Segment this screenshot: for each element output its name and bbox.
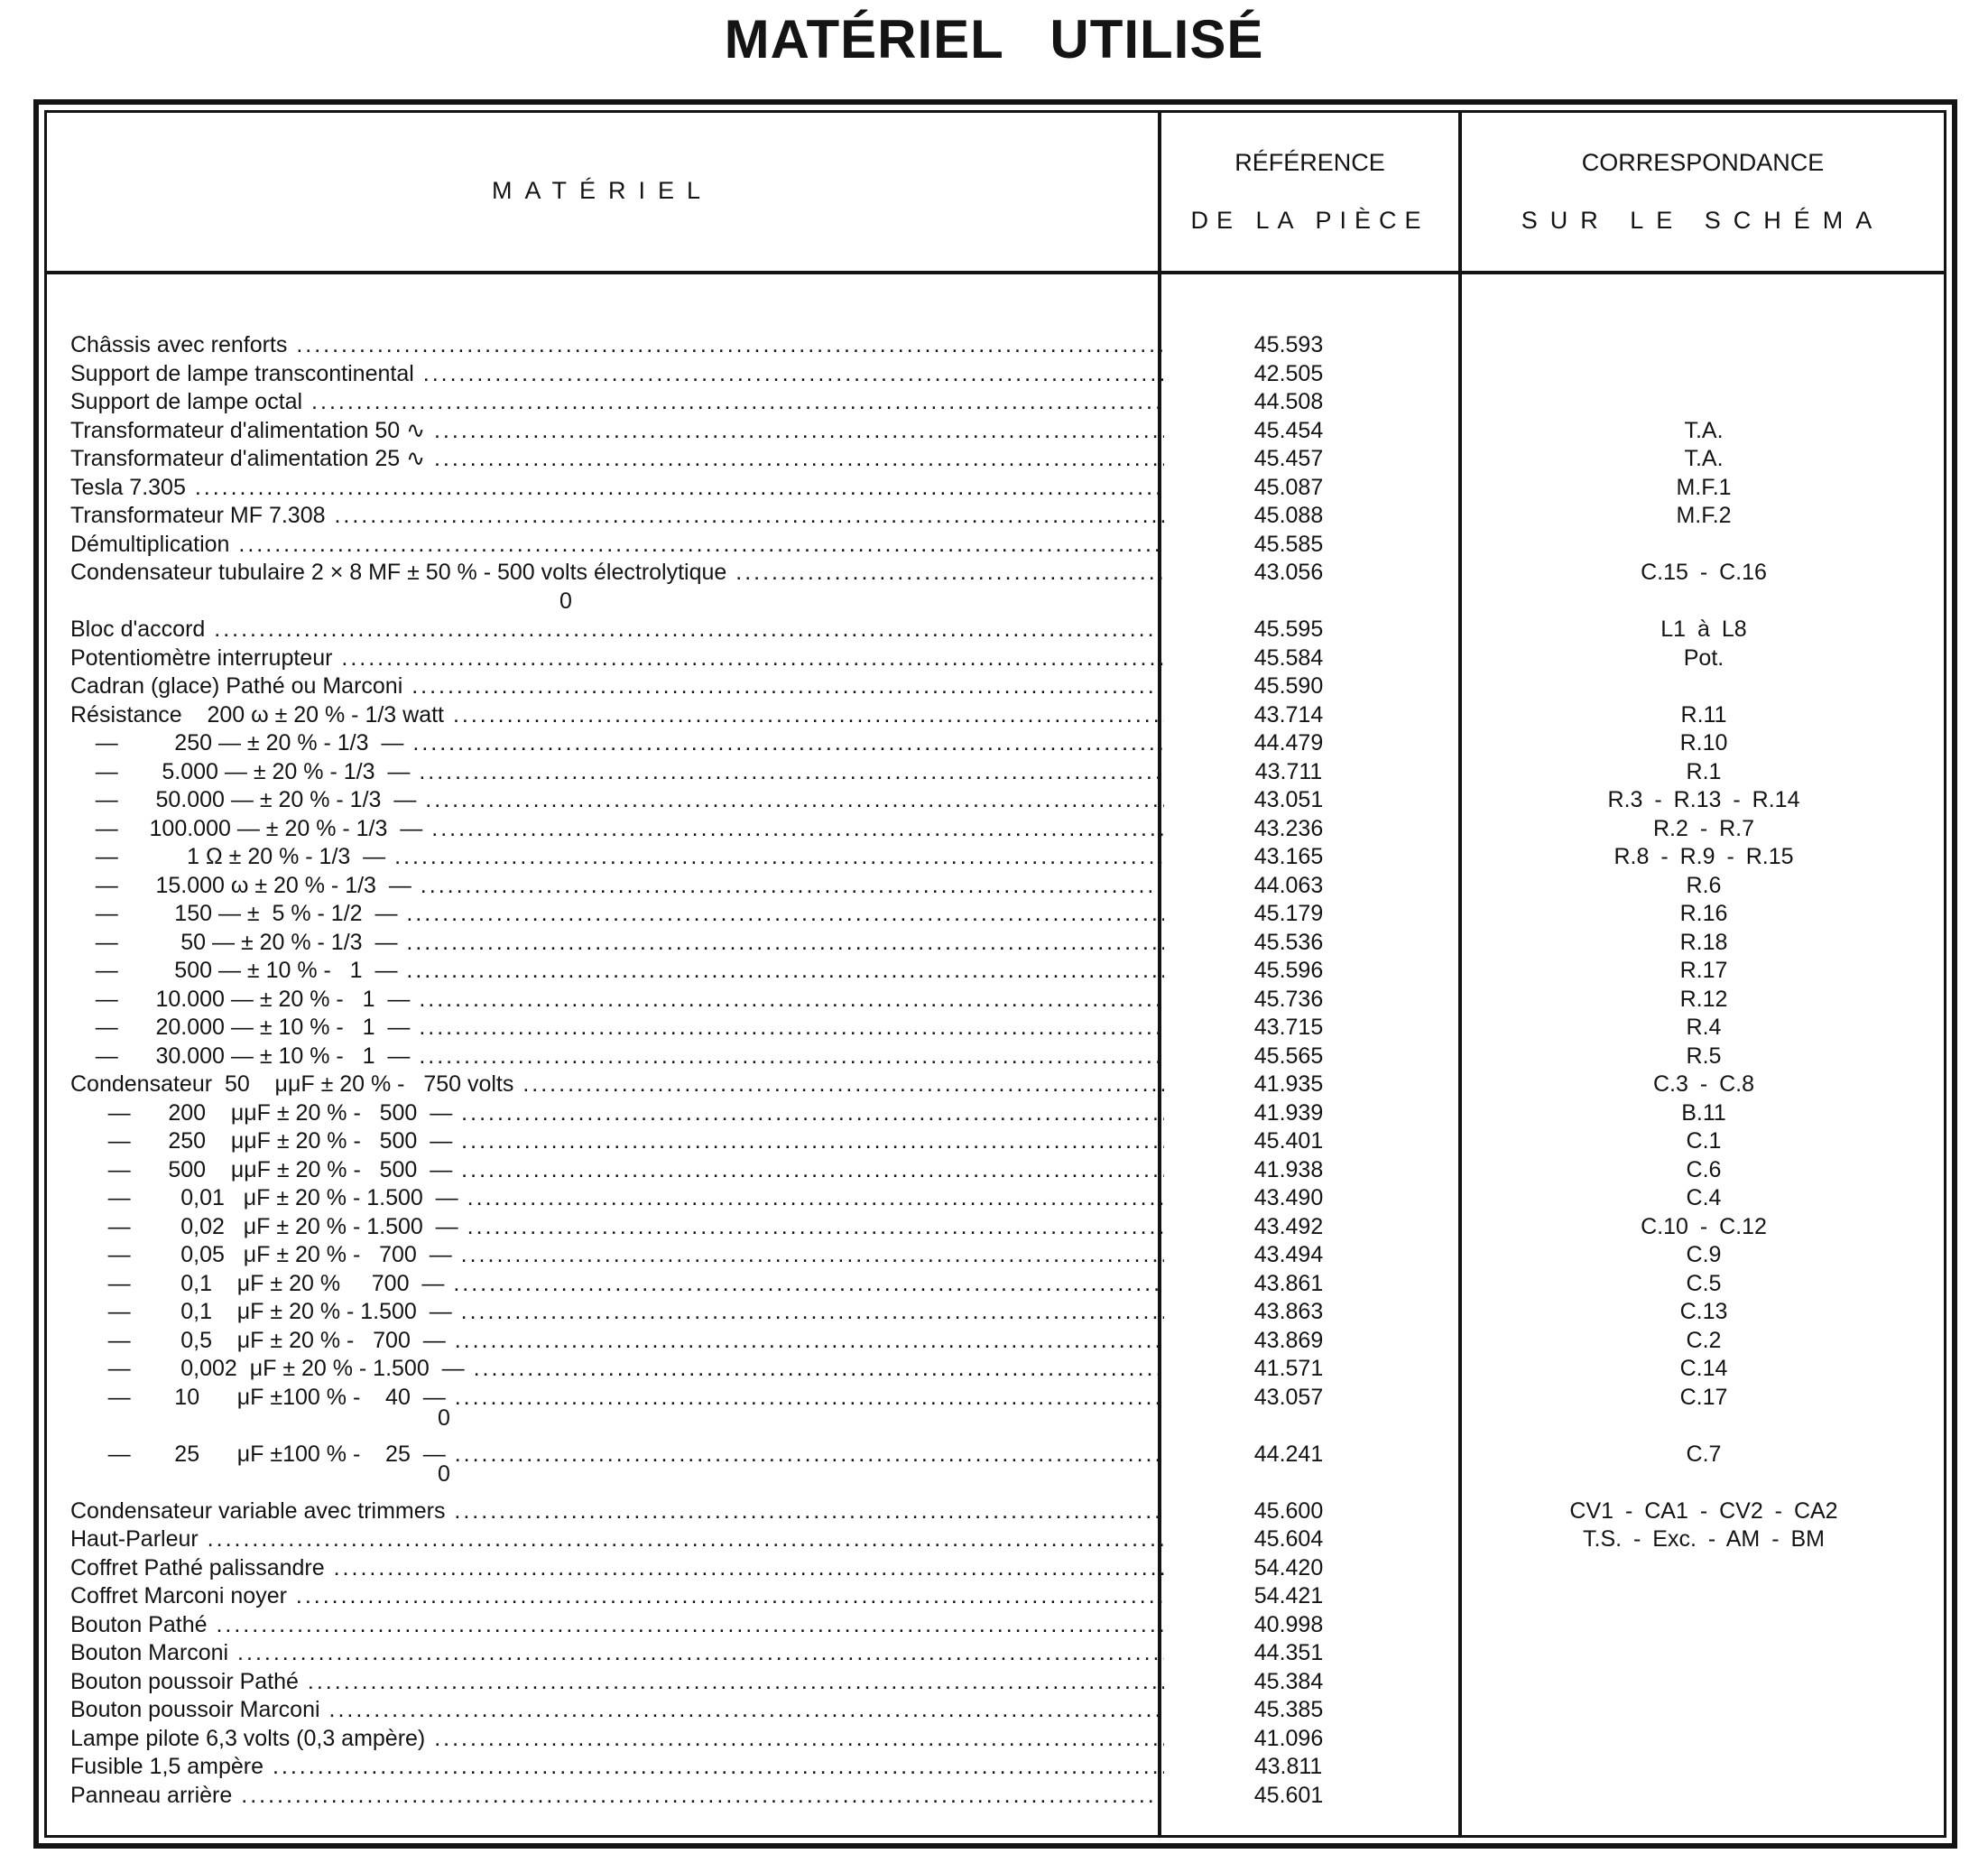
materiel-cell: — 0,02 μF ± 20 % - 1.500 — ..... <box>70 1212 1164 1241</box>
reference-cell: 41.939 <box>1253 1099 1324 1126</box>
table-row <box>70 444 1911 473</box>
reference-cell: 43.490 <box>1253 1185 1324 1210</box>
materiel-cell: Condensateur 50 μμF ± 20 % - 750 volts ..... <box>70 1070 1164 1098</box>
correspondance-cell: C.9 <box>1686 1242 1722 1267</box>
table-row <box>70 757 1911 786</box>
table-row <box>70 956 1911 985</box>
correspondance-cell: R.16 <box>1679 901 1728 926</box>
table-row <box>70 728 1911 757</box>
table-row <box>70 1326 1911 1355</box>
reference-cell: 44.508 <box>1253 389 1324 414</box>
reference-cell: 45.179 <box>1253 901 1324 926</box>
materiel-cell: Lampe pilote 6,3 volts (0,3 ampère) ..... <box>70 1724 1164 1753</box>
materiel-cell: Résistance 200 ω ± 20 % - 1/3 watt ..... <box>70 700 1164 729</box>
materiel-cell: Bouton Pathé ..... <box>70 1610 1164 1639</box>
reference-cell: 54.421 <box>1253 1583 1324 1608</box>
table-row <box>70 700 1911 729</box>
header-rule-materiel <box>47 271 1158 274</box>
reference-cell: 45.385 <box>1253 1697 1324 1722</box>
table-row <box>70 1354 1911 1383</box>
correspondance-cell: C.1 <box>1686 1128 1722 1154</box>
materiel-cell: Fusible 1,5 ampère ..... <box>70 1752 1164 1781</box>
materiel-cell: — 25 μF ±100 % - 25 — ..... <box>70 1440 1164 1469</box>
materiel-cell: — 0,1 μF ± 20 % - 1.500 — ..... <box>70 1297 1164 1326</box>
correspondance-cell: R.10 <box>1679 730 1728 756</box>
table-row <box>70 501 1911 530</box>
table-row <box>70 985 1911 1014</box>
table-row <box>70 1098 1911 1127</box>
table-row <box>70 871 1911 900</box>
table-row <box>70 1155 1911 1184</box>
table-row <box>70 1638 1911 1667</box>
materiel-cell: Condensateur tubulaire 2 × 8 MF ± 50 % - 500 volts électrolytique ..... <box>70 558 1164 587</box>
reference-cell: 45.601 <box>1253 1782 1324 1808</box>
materiel-cell: — 200 μμF ± 20 % - 500 — ..... <box>70 1098 1164 1127</box>
reference-cell: 45.584 <box>1253 644 1324 671</box>
materiel-cell: — 500 — ± 10 % - 1 — ..... <box>70 956 1164 985</box>
reference-cell: 45.457 <box>1253 446 1324 471</box>
reference-cell: 43.714 <box>1253 701 1324 728</box>
materiel-cell: — 10 μF ±100 % - 40 — ..... <box>70 1383 1164 1412</box>
reference-cell: 41.571 <box>1253 1356 1324 1381</box>
reference-cell: 43.869 <box>1253 1327 1324 1353</box>
correspondance-cell: Pot. <box>1683 644 1724 671</box>
header-correspondance-line2: SUR LE SCHÉMA <box>1521 207 1885 234</box>
table-row <box>70 1070 1911 1098</box>
reference-cell: 40.998 <box>1253 1611 1324 1637</box>
reference-cell: 45.087 <box>1253 474 1324 500</box>
reference-cell: 45.593 <box>1253 332 1324 357</box>
materiel-cell: — 250 — ± 20 % - 1/3 — ..... <box>70 728 1164 757</box>
materiel-cell: — 100.000 — ± 20 % - 1/3 — ..... <box>70 814 1164 843</box>
reference-cell: 44.479 <box>1253 730 1324 756</box>
correspondance-cell: R.18 <box>1679 929 1728 955</box>
materiel-cell: Support de lampe octal ..... <box>70 387 1164 416</box>
table-row <box>70 558 1911 587</box>
materiel-cell: Transformateur d'alimentation 25 ∿ ..... <box>70 444 1164 473</box>
reference-cell: 45.596 <box>1253 958 1324 983</box>
correspondance-cell: C.7 <box>1686 1441 1722 1467</box>
reference-cell: 45.595 <box>1253 616 1324 642</box>
materiel-cell: — 250 μμF ± 20 % - 500 — ..... <box>70 1126 1164 1155</box>
reference-cell: 45.736 <box>1253 986 1324 1012</box>
correspondance-cell: C.13 <box>1679 1299 1728 1324</box>
reference-cell: 43.165 <box>1253 844 1324 869</box>
correspondance-cell: R.12 <box>1679 986 1728 1012</box>
table-row <box>70 672 1911 700</box>
correspondance-cell: R.2 - R.7 <box>1652 815 1755 841</box>
correspondance-cell: R.4 <box>1686 1015 1722 1040</box>
materiel-cell: — 500 μμF ± 20 % - 500 — ..... <box>70 1155 1164 1184</box>
correspondance-cell: R.17 <box>1679 958 1728 983</box>
subscript-c7: 0 <box>438 1461 450 1487</box>
reference-cell: 44.063 <box>1253 872 1324 898</box>
materiel-cell: — 0,5 μF ± 20 % - 700 — ..... <box>70 1326 1164 1355</box>
materiel-cell: Potentiomètre interrupteur ..... <box>70 644 1164 672</box>
correspondance-cell: C.17 <box>1679 1384 1728 1410</box>
materiel-cell: — 0,002 μF ± 20 % - 1.500 — ..... <box>70 1354 1164 1383</box>
reference-cell: 43.236 <box>1253 815 1324 841</box>
table-row <box>70 785 1911 814</box>
table-row <box>70 530 1911 559</box>
table-row <box>70 359 1911 388</box>
materiel-cell: — 0,1 μF ± 20 % 700 — ..... <box>70 1269 1164 1298</box>
correspondance-cell: B.11 <box>1681 1099 1726 1126</box>
table-row <box>70 416 1911 445</box>
subscript-electrolytic: 0 <box>559 589 572 614</box>
materiel-cell: Panneau arrière ..... <box>70 1781 1164 1810</box>
materiel-cell: Bloc d'accord ..... <box>70 615 1164 644</box>
header-correspondance-line1: CORRESPONDANCE <box>1581 149 1825 176</box>
materiel-cell: — 50.000 — ± 20 % - 1/3 — ..... <box>70 785 1164 814</box>
correspondance-cell: C.3 - C.8 <box>1652 1071 1755 1097</box>
reference-cell: 41.935 <box>1253 1071 1324 1097</box>
reference-cell: 43.492 <box>1253 1213 1324 1239</box>
table-row <box>70 1581 1911 1610</box>
table-row <box>70 1695 1911 1724</box>
table-row <box>70 1781 1911 1810</box>
reference-cell: 44.241 <box>1253 1441 1324 1467</box>
header-rule-correspondance <box>1462 271 1944 274</box>
header-reference-line1: RÉFÉRENCE <box>1234 149 1385 176</box>
table-row <box>70 1212 1911 1241</box>
correspondance-cell: T.A. <box>1684 417 1724 443</box>
reference-cell: 43.056 <box>1253 560 1324 585</box>
reference-cell: 42.505 <box>1253 360 1324 386</box>
correspondance-cell: C.6 <box>1686 1156 1722 1182</box>
materiel-cell: Support de lampe transcontinental ..... <box>70 359 1164 388</box>
materiel-cell: Coffret Pathé palissandre ..... <box>70 1553 1164 1582</box>
reference-cell: 45.454 <box>1253 417 1324 443</box>
reference-cell: 43.494 <box>1253 1242 1324 1267</box>
table-row <box>70 387 1911 416</box>
correspondance-cell: R.5 <box>1686 1043 1722 1069</box>
correspondance-cell: C.2 <box>1686 1327 1722 1353</box>
materiel-cell: Haut-Parleur ..... <box>70 1525 1164 1553</box>
reference-cell: 45.604 <box>1253 1526 1324 1552</box>
reference-cell: 45.088 <box>1253 503 1324 528</box>
table-row <box>70 1240 1911 1269</box>
reference-cell: 45.384 <box>1253 1668 1324 1694</box>
table-row <box>70 842 1911 871</box>
table-row <box>70 1610 1911 1639</box>
correspondance-cell: T.S. - Exc. - AM - BM <box>1583 1526 1825 1552</box>
correspondance-cell: R.3 - R.13 - R.14 <box>1607 787 1800 812</box>
reference-cell: 45.585 <box>1253 531 1324 557</box>
reference-cell: 41.938 <box>1253 1156 1324 1182</box>
table-row <box>70 644 1911 672</box>
table-row <box>70 330 1911 359</box>
correspondance-cell: C.15 - C.16 <box>1641 560 1767 585</box>
table-row <box>70 1724 1911 1753</box>
correspondance-cell: C.14 <box>1679 1356 1728 1381</box>
reference-cell: 54.420 <box>1253 1554 1324 1581</box>
correspondance-cell: C.10 - C.12 <box>1641 1213 1767 1239</box>
materiel-cell: Bouton poussoir Pathé ..... <box>70 1667 1164 1696</box>
table-row <box>70 1752 1911 1781</box>
reference-cell: 45.401 <box>1253 1128 1324 1154</box>
table-row <box>70 1667 1911 1696</box>
materiel-cell: Cadran (glace) Pathé ou Marconi ..... <box>70 672 1164 700</box>
reference-cell: 43.863 <box>1253 1299 1324 1324</box>
correspondance-cell: CV1 - CA1 - CV2 - CA2 <box>1569 1497 1838 1524</box>
table-row <box>70 615 1911 644</box>
materiel-cell: — 5.000 — ± 20 % - 1/3 — ..... <box>70 757 1164 786</box>
materiel-cell: Bouton Marconi ..... <box>70 1638 1164 1667</box>
header-reference-line2: DE LA PIÈCE <box>1190 207 1429 234</box>
page-title: MATÉRIEL UTILISÉ <box>724 9 1264 70</box>
reference-cell: 43.715 <box>1253 1015 1324 1040</box>
correspondance-cell: L1 à L8 <box>1660 616 1747 642</box>
table-row <box>70 1383 1911 1412</box>
correspondance-cell: R.11 <box>1680 701 1727 728</box>
materiel-cell: Châssis avec renforts ..... <box>70 330 1164 359</box>
materiel-cell: Transformateur MF 7.308 ..... <box>70 501 1164 530</box>
correspondance-cell: M.F.1 <box>1676 474 1732 500</box>
materiel-cell: — 30.000 — ± 10 % - 1 — ..... <box>70 1042 1164 1071</box>
table-row <box>70 814 1911 843</box>
materiel-cell: Condensateur variable avec trimmers ..... <box>70 1497 1164 1525</box>
materiel-cell: — 150 — ± 5 % - 1/2 — ..... <box>70 899 1164 928</box>
table-row <box>70 928 1911 957</box>
materiel-cell: — 0,05 μF ± 20 % - 700 — ..... <box>70 1240 1164 1269</box>
reference-cell: 43.811 <box>1254 1754 1323 1779</box>
reference-cell: 45.590 <box>1253 673 1324 699</box>
correspondance-cell: R.8 - R.9 - R.15 <box>1614 844 1794 869</box>
materiel-cell: — 10.000 — ± 20 % - 1 — ..... <box>70 985 1164 1014</box>
materiel-cell: Transformateur d'alimentation 50 ∿ ..... <box>70 416 1164 445</box>
reference-cell: 45.565 <box>1253 1043 1324 1069</box>
reference-cell: 41.096 <box>1253 1725 1324 1751</box>
reference-cell: 45.536 <box>1253 929 1324 955</box>
table-row <box>70 1126 1911 1155</box>
correspondance-cell: C.5 <box>1686 1270 1722 1296</box>
reference-cell: 43.057 <box>1253 1384 1324 1410</box>
correspondance-cell: C.4 <box>1686 1185 1722 1210</box>
materiel-cell: Démultiplication ..... <box>70 530 1164 559</box>
materiel-cell: — 20.000 — ± 10 % - 1 — ..... <box>70 1013 1164 1042</box>
correspondance-cell: R.1 <box>1686 758 1722 784</box>
table-row <box>70 1297 1911 1326</box>
table-row <box>70 1553 1911 1582</box>
table-row <box>70 1440 1911 1469</box>
table-row <box>70 1013 1911 1042</box>
header-materiel: MATÉRIEL <box>491 177 714 204</box>
reference-cell: 44.351 <box>1253 1640 1324 1665</box>
table-row <box>70 1183 1911 1212</box>
reference-cell: 43.711 <box>1254 758 1323 784</box>
materiel-cell: Coffret Marconi noyer ..... <box>70 1581 1164 1610</box>
reference-cell: 43.861 <box>1253 1270 1324 1296</box>
table-row <box>70 1525 1911 1553</box>
table-row <box>70 1042 1911 1071</box>
materiel-cell: — 0,01 μF ± 20 % - 1.500 — ..... <box>70 1183 1164 1212</box>
materiel-cell: Bouton poussoir Marconi ..... <box>70 1695 1164 1724</box>
materiel-cell: — 50 — ± 20 % - 1/3 — ..... <box>70 928 1164 957</box>
subscript-c17: 0 <box>438 1405 450 1431</box>
reference-cell: 45.600 <box>1253 1497 1324 1524</box>
table-row <box>70 899 1911 928</box>
correspondance-cell: M.F.2 <box>1676 503 1732 528</box>
materiel-cell: — 1 Ω ± 20 % - 1/3 — ..... <box>70 842 1164 871</box>
correspondance-cell: R.6 <box>1686 872 1722 898</box>
correspondance-cell: T.A. <box>1684 446 1724 471</box>
table-row <box>70 1269 1911 1298</box>
reference-cell: 43.051 <box>1253 787 1324 812</box>
materiel-cell: Tesla 7.305 ..... <box>70 473 1164 502</box>
table-row <box>70 473 1911 502</box>
materiel-cell: — 15.000 ω ± 20 % - 1/3 — ..... <box>70 871 1164 900</box>
header-rule-reference <box>1161 271 1458 274</box>
table-row <box>70 1497 1911 1525</box>
